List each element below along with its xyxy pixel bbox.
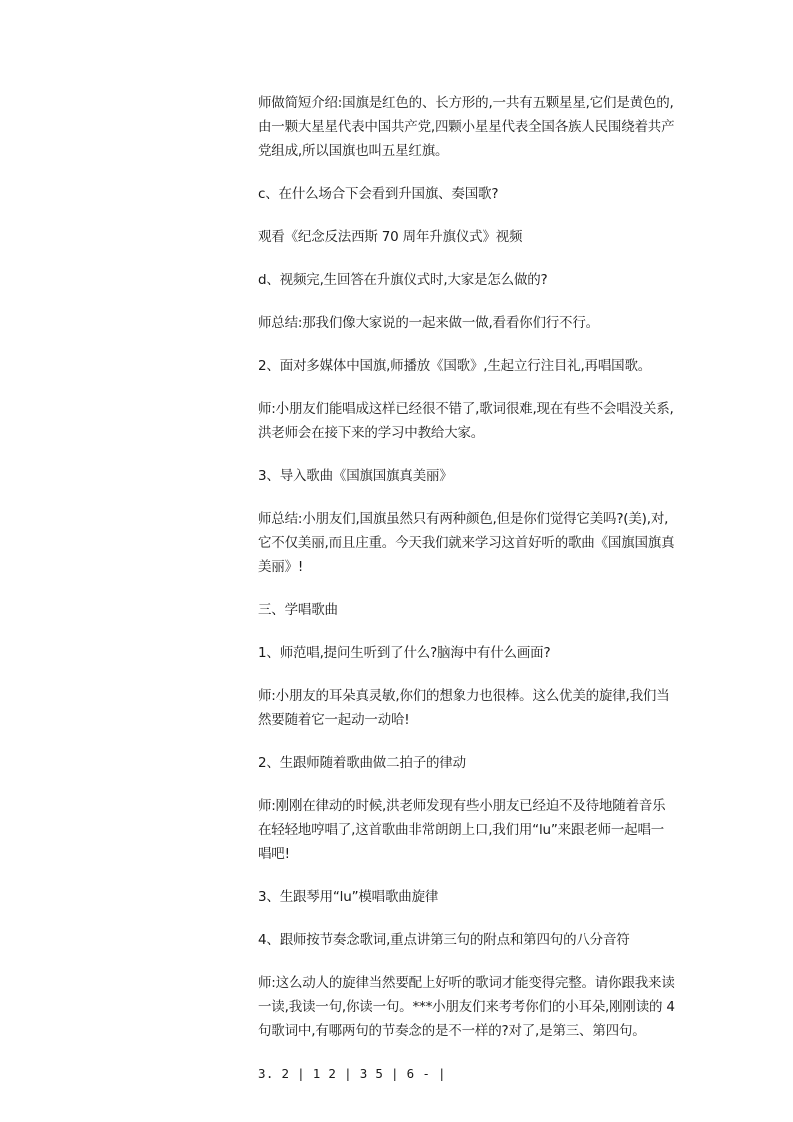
paragraph-teacher-comment-4: 师:这么动人的旋律当然要配上好听的歌词才能变得完整。请你跟我来读一读,我读一句,你读一句。***小朋友们来考考你们的小耳朵,刚刚读的 4 句歌词中,有哪两句的节奏念的是不一样的?对了,是第三、第四句。 bbox=[258, 975, 679, 1039]
paragraph-step-4-lyrics: 4、跟师按节奏念歌词,重点讲第三句的附点和第四句的八分音符 bbox=[258, 932, 630, 948]
paragraph-teacher-comment-2: 师:小朋友的耳朵真灵敏,你们的想象力也很棒。这么优美的旋律,我们当然要随着它一起动一动哈! bbox=[258, 688, 670, 728]
paragraph-step-3-hum: 3、生跟琴用“lu”模唱歌曲旋律 bbox=[258, 889, 439, 905]
paragraph-step-2-rhythm: 2、生跟师随着歌曲做二拍子的律动 bbox=[258, 755, 466, 771]
paragraph-teacher-comment-1: 师:小朋友们能唱成这样已经很不错了,歌词很难,现在有些不会唱没关系,洪老师会在接下来的学习中教给大家。 bbox=[258, 401, 674, 441]
paragraph-teacher-comment-3: 师:刚刚在律动的时候,洪老师发现有些小朋友已经迫不及待地随着音乐在轻轻地哼唱了,这首歌曲非常朗朗上口,我们用“lu”来跟老师一起唱一唱吧! bbox=[258, 798, 666, 862]
paragraph-watch-video: 观看《纪念反法西斯 70 周年升旗仪式》视频 bbox=[258, 229, 523, 245]
document-body bbox=[258, 91, 679, 1105]
paragraph-intro-flag: 师做简短介绍:国旗是红色的、长方形的,一共有五颗星星,它们是黄色的,由一颗大星星代表中国共产党,四颗小星星代表全国各族人民围绕着共产党组成,所以国旗也叫五星红旗。 bbox=[258, 95, 675, 159]
music-notation-line: 3. 2 | 1 2 | 3 5 | 6 - | bbox=[258, 1066, 446, 1081]
paragraph-step-1-demo: 1、师范唱,提问生听到了什么?脑海中有什么画面? bbox=[258, 645, 551, 661]
paragraph-step-3-song-intro: 3、导入歌曲《国旗国旗真美丽》 bbox=[258, 468, 453, 484]
paragraph-step-2-anthem: 2、面对多媒体中国旗,师播放《国歌》,生起立行注目礼,再唱国歌。 bbox=[258, 358, 652, 374]
paragraph-question-c: c、在什么场合下会看到升国旗、奏国歌? bbox=[258, 186, 499, 202]
paragraph-teacher-summary-1: 师总结:那我们像大家说的一起来做一做,看看你们行不行。 bbox=[258, 315, 599, 331]
section-heading-learn-song: 三、学唱歌曲 bbox=[258, 602, 338, 618]
paragraph-teacher-summary-2: 师总结:小朋友们,国旗虽然只有两种颜色,但是你们觉得它美吗?(美),对,它不仅美丽,而且庄重。今天我们就来学习这首好听的歌曲《国旗国旗真美丽》! bbox=[258, 511, 675, 575]
paragraph-question-d: d、视频完,生回答在升旗仪式时,大家是怎么做的? bbox=[258, 272, 548, 288]
